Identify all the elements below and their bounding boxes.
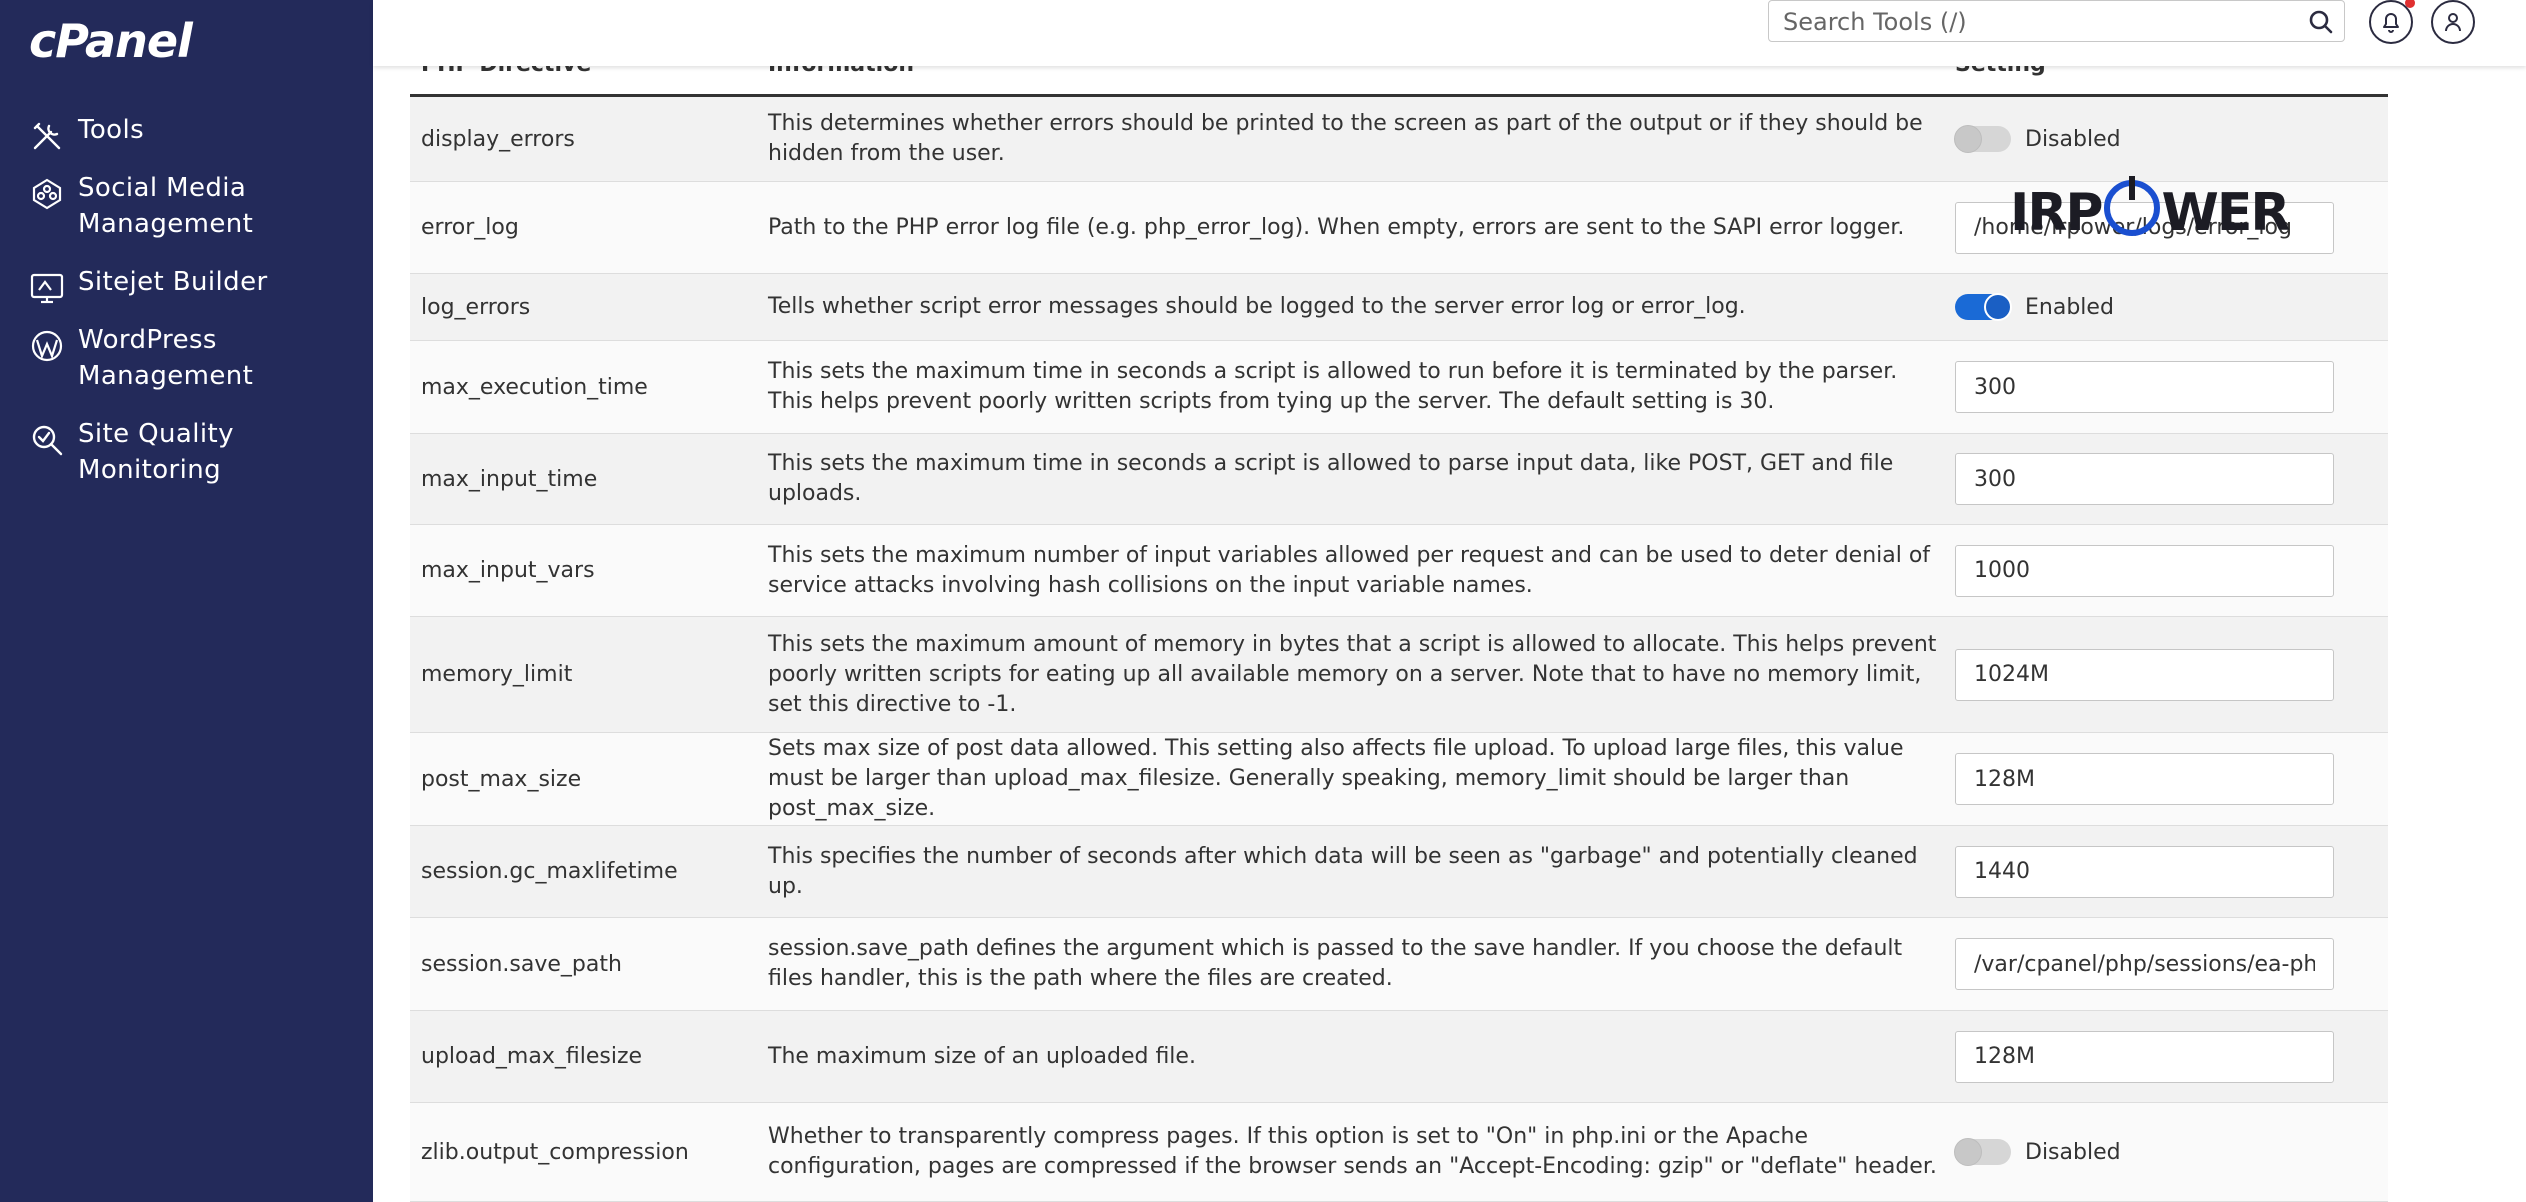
session-gc-maxlifetime-input[interactable]	[1955, 846, 2334, 898]
site-quality-icon	[29, 422, 65, 458]
table-row	[410, 1011, 2388, 1103]
table-row	[410, 1103, 2388, 1202]
memory-limit-input[interactable]	[1955, 649, 2334, 701]
directive-information: Sets max size of post data allowed. This setting also affects file upload. To upload large files, this value must be larger than upload_max_filesize. Generally speaking, memory_limit should be larger than post_max_size.	[768, 736, 1904, 821]
directive-setting	[1955, 274, 2114, 340]
directive-information: This sets the maximum time in seconds a script is allowed to run before it is terminated by the parser. This helps prevent poorly written scripts from tying up the server. The default setting is 30.	[768, 359, 1898, 414]
directive-name: post_max_size	[421, 766, 582, 792]
upload-max-filesize-input[interactable]	[1955, 1031, 2334, 1083]
sidebar-item-wordpress[interactable]	[0, 322, 373, 408]
search-icon[interactable]	[2308, 9, 2334, 35]
directive-name: error_log	[421, 215, 519, 240]
session-save-path-input[interactable]	[1955, 938, 2334, 990]
tools-icon	[29, 118, 65, 154]
directive-name: max_input_time	[421, 466, 598, 492]
directive-setting	[1955, 617, 2334, 732]
directive-name: max_execution_time	[421, 374, 648, 400]
directive-setting	[1955, 97, 2121, 181]
table-row	[410, 341, 2388, 434]
error-log-input[interactable]	[1955, 202, 2334, 254]
watermark-text: WER	[2161, 183, 2289, 243]
toggle-label: Disabled	[2025, 126, 2121, 152]
table-row	[410, 97, 2388, 182]
wordpress-icon	[29, 328, 65, 364]
directive-setting	[1955, 1011, 2334, 1102]
table-row	[410, 182, 2388, 274]
bell-icon	[2381, 11, 2401, 33]
sidebar-item-label: Sitejet Builder	[78, 267, 268, 297]
directive-information: The maximum size of an uploaded file.	[768, 1043, 1196, 1069]
search-input[interactable]	[1781, 5, 2295, 39]
toggle-knob	[1954, 125, 1982, 153]
sidebar-item-label: WordPress Management	[78, 325, 254, 391]
table-row	[410, 826, 2388, 918]
directive-information: This sets the maximum number of input variables allowed per request and can be used to deter denial of service attacks involving hash collisions on the input variable names.	[768, 542, 1931, 598]
sidebar-item-label: Site Quality Monitoring	[78, 419, 234, 485]
top-header	[373, 0, 2526, 66]
user-menu-button[interactable]	[2431, 0, 2475, 44]
directive-information: Whether to transparently compress pages. If this option is set to "On" in php.ini or the Apache configuration, pages are compressed if the browser sends an "Accept-Encoding: gzip" or "deflate" header.	[768, 1124, 1937, 1179]
sidebar-item-tools[interactable]	[0, 112, 373, 162]
zlib-output-compression-toggle[interactable]	[1955, 1139, 2121, 1165]
toggle-switch[interactable]	[1955, 1139, 2011, 1165]
directive-information: This determines whether errors should be printed to the screen as part of the output or if they should be hidden from the user.	[768, 111, 1923, 166]
toggle-switch[interactable]	[1955, 126, 2011, 152]
display-errors-toggle[interactable]	[1955, 126, 2121, 152]
log-errors-toggle[interactable]	[1955, 294, 2114, 320]
directive-information: session.save_path defines the argument which is passed to the save handler. If you choose the default files handler, this is the path where the files are created.	[768, 936, 1903, 991]
max-input-vars-input[interactable]	[1955, 545, 2334, 597]
sitejet-icon	[29, 270, 65, 306]
post-max-size-input[interactable]	[1955, 753, 2334, 805]
directive-setting	[1955, 733, 2334, 825]
sidebar	[0, 0, 373, 1202]
directive-name: upload_max_filesize	[421, 1044, 643, 1069]
directive-information: Tells whether script error messages should be logged to the server error log or error_log.	[768, 294, 1746, 319]
directive-name: session.gc_maxlifetime	[421, 859, 678, 884]
directive-information: This sets the maximum amount of memory in bytes that a script is allowed to allocate. This helps prevent poorly written scripts for eating up all available memory on a server. Note that to have no memory limit, set this directive to -1.	[768, 631, 1937, 717]
user-icon	[2443, 11, 2463, 33]
toggle-label: Disabled	[2025, 1139, 2121, 1165]
notification-dot	[2405, 0, 2415, 8]
sidebar-item-site-quality[interactable]	[0, 416, 373, 502]
directive-information: Path to the PHP error log file (e.g. php_error_log). When empty, errors are sent to the SAPI error logger.	[768, 214, 1905, 240]
directive-setting	[1955, 826, 2334, 917]
directive-setting	[1955, 434, 2334, 524]
table-row	[410, 617, 2388, 733]
sidebar-item-sitejet[interactable]	[0, 264, 373, 314]
social-media-icon	[29, 176, 65, 212]
directive-setting	[1955, 1103, 2121, 1201]
directive-name: session.save_path	[421, 951, 622, 977]
toggle-switch[interactable]	[1955, 294, 2011, 320]
directive-name: display_errors	[421, 126, 575, 152]
max-execution-time-input[interactable]	[1955, 361, 2334, 413]
directive-setting	[1955, 182, 2334, 273]
table-row	[410, 525, 2388, 617]
watermark-text: IRP	[2010, 183, 2102, 243]
search-box	[1768, 0, 2345, 42]
table-row	[410, 733, 2388, 826]
directive-setting	[1955, 918, 2334, 1010]
directive-information: This specifies the number of seconds after which data will be seen as "garbage" and potentially cleaned up.	[768, 843, 1918, 899]
notifications-button[interactable]	[2369, 0, 2413, 44]
table-row	[410, 434, 2388, 525]
max-input-time-input[interactable]	[1955, 453, 2334, 505]
sidebar-item-label: Tools	[78, 115, 145, 145]
directive-setting	[1955, 341, 2334, 433]
directive-name: zlib.output_compression	[421, 1139, 689, 1165]
directive-information: This sets the maximum time in seconds a script is allowed to parse input data, like POST, GET and file uploads.	[768, 451, 1894, 506]
cpanel-logo[interactable]: cPanel	[29, 14, 192, 68]
toggle-knob	[1954, 1138, 1982, 1166]
table-row	[410, 274, 2388, 341]
sidebar-nav	[0, 112, 373, 502]
directive-name: log_errors	[421, 294, 531, 320]
sidebar-item-label: Social Media Management	[78, 173, 254, 239]
sidebar-item-social-media[interactable]	[0, 170, 373, 256]
directive-name: max_input_vars	[421, 558, 595, 583]
toggle-label: Enabled	[2025, 294, 2114, 320]
directive-setting	[1955, 525, 2334, 616]
table-row	[410, 918, 2388, 1011]
directive-name: memory_limit	[421, 662, 573, 687]
toggle-knob	[1984, 293, 2012, 321]
